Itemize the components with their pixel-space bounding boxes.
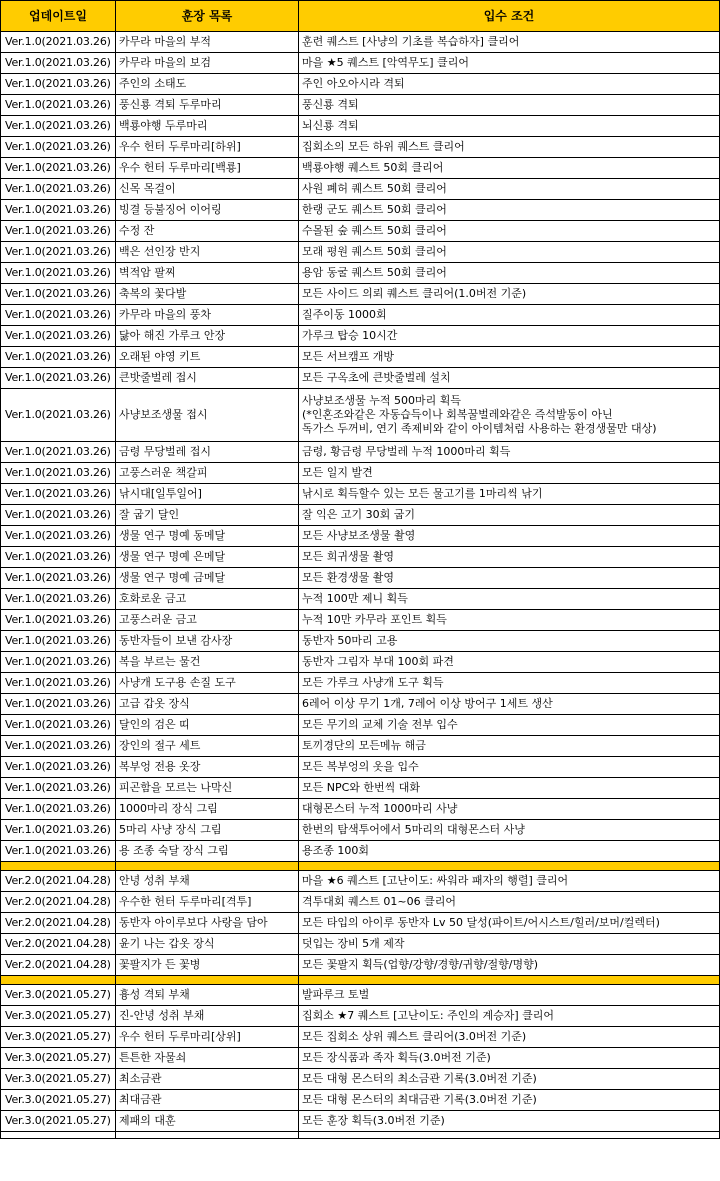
condition-cell: 동반자 그림자 부대 100회 파견 — [299, 652, 720, 673]
condition-cell: 대형몬스터 누적 1000마리 사냥 — [299, 799, 720, 820]
medal-name-cell: 튼튼한 자물쇠 — [116, 1048, 299, 1069]
medal-name-cell: 생물 연구 명예 은메달 — [116, 547, 299, 568]
update-date-cell: Ver.1.0(2021.03.26) — [1, 631, 116, 652]
medal-name-cell: 사냥개 도구용 손질 도구 — [116, 673, 299, 694]
medal-name-cell: 백룡야행 두루마리 — [116, 116, 299, 137]
condition-cell: 용조종 100회 — [299, 841, 720, 862]
update-date-cell: Ver.1.0(2021.03.26) — [1, 652, 116, 673]
update-date-cell: Ver.1.0(2021.03.26) — [1, 305, 116, 326]
condition-cell: 마을 ★6 퀘스트 [고난이도: 싸워라 패자의 행렬] 클리어 — [299, 871, 720, 892]
condition-cell: 모든 일지 발견 — [299, 463, 720, 484]
table-row — [1, 1111, 720, 1132]
medal-name-cell: 카무라 마을의 풍차 — [116, 305, 299, 326]
table-row — [1, 652, 720, 673]
condition-line: 독가스 두꺼비, 연기 족제비와 같이 아이템처럼 사용하는 환경생물만 대상) — [302, 422, 657, 435]
medal-name-cell: 고풍스러운 금고 — [116, 610, 299, 631]
update-date-cell: Ver.1.0(2021.03.26) — [1, 53, 116, 74]
update-date-cell: Ver.3.0(2021.05.27) — [1, 1048, 116, 1069]
update-date-cell: Ver.1.0(2021.03.26) — [1, 547, 116, 568]
medal-name-cell: 피곤함을 모르는 나막신 — [116, 778, 299, 799]
medal-name-cell: 카무라 마을의 부적 — [116, 32, 299, 53]
medal-name-cell: 우수 헌터 두루마리[백룡] — [116, 158, 299, 179]
medal-name-cell: 신목 목걸이 — [116, 179, 299, 200]
update-date-cell: Ver.1.0(2021.03.26) — [1, 694, 116, 715]
medal-name-cell: 호화로운 금고 — [116, 589, 299, 610]
condition-cell: 모든 무기의 교체 기술 전부 입수 — [299, 715, 720, 736]
table-row — [1, 715, 720, 736]
table-row — [1, 389, 720, 442]
update-date-cell: Ver.1.0(2021.03.26) — [1, 221, 116, 242]
medal-name-cell: 오래된 야영 키트 — [116, 347, 299, 368]
medal-name-cell: 카무라 마을의 보검 — [116, 53, 299, 74]
table-row — [1, 673, 720, 694]
condition-cell: 모든 꽃팔지 획득(업향/강향/경향/귀향/절향/명향) — [299, 955, 720, 976]
medal-name-cell: 큰밧줄벌레 접시 — [116, 368, 299, 389]
condition-cell: 금령, 황금령 무당벌레 누적 1000마리 획득 — [299, 442, 720, 463]
separator-cell — [1, 1132, 116, 1139]
table-row — [1, 871, 720, 892]
table-row — [1, 568, 720, 589]
medal-name-cell: 우수 헌터 두루마리[상위] — [116, 1027, 299, 1048]
medal-name-cell: 수정 잔 — [116, 221, 299, 242]
table-row — [1, 631, 720, 652]
medal-name-cell: 우수한 헌터 두루마리[격투] — [116, 892, 299, 913]
condition-cell: 모든 집회소 상위 퀘스트 클리어(3.0버전 기준) — [299, 1027, 720, 1048]
condition-cell: 사원 폐허 퀘스트 50회 클리어 — [299, 179, 720, 200]
condition-cell: 모든 구옥초에 큰밧줄벌레 설치 — [299, 368, 720, 389]
update-date-cell: Ver.1.0(2021.03.26) — [1, 95, 116, 116]
condition-line: (*인혼조와같은 자동습득이나 회복꿀벌레와같은 즉석발동이 아닌 — [302, 408, 613, 421]
table-row — [1, 694, 720, 715]
separator-cell — [1, 976, 116, 985]
condition-cell: 수몰된 숲 퀘스트 50회 클리어 — [299, 221, 720, 242]
medal-name-cell: 잘 굽기 달인 — [116, 505, 299, 526]
medal-name-cell: 사냥보조생물 접시 — [116, 389, 299, 442]
condition-cell: 누적 10만 카무라 포인트 획득 — [299, 610, 720, 631]
table-row — [1, 242, 720, 263]
update-date-cell: Ver.1.0(2021.03.26) — [1, 820, 116, 841]
update-date-cell: Ver.2.0(2021.04.28) — [1, 955, 116, 976]
header-update-date: 업데이트일 — [1, 1, 116, 32]
condition-cell: 모든 희귀생물 촬영 — [299, 547, 720, 568]
separator-cell — [116, 1132, 299, 1139]
table-row — [1, 284, 720, 305]
table-row — [1, 955, 720, 976]
update-date-cell: Ver.1.0(2021.03.26) — [1, 179, 116, 200]
update-date-cell: Ver.1.0(2021.03.26) — [1, 505, 116, 526]
update-date-cell: Ver.1.0(2021.03.26) — [1, 463, 116, 484]
medal-name-cell: 축복의 꽃다발 — [116, 284, 299, 305]
condition-cell: 집회소의 모든 하위 퀘스트 클리어 — [299, 137, 720, 158]
condition-cell: 모든 타입의 아이루 동반자 Lv 50 달성(파이트/어시스트/힐러/보머/컬렉터) — [299, 913, 720, 934]
medal-name-cell: 진-안녕 성취 부채 — [116, 1006, 299, 1027]
medal-name-cell: 고풍스러운 책갈피 — [116, 463, 299, 484]
table-row — [1, 736, 720, 757]
condition-cell: 모든 사냥보조생물 촬영 — [299, 526, 720, 547]
update-date-cell: Ver.1.0(2021.03.26) — [1, 32, 116, 53]
condition-cell — [299, 389, 720, 442]
medal-name-cell: 닳아 해진 가루크 안장 — [116, 326, 299, 347]
update-date-cell: Ver.1.0(2021.03.26) — [1, 263, 116, 284]
table-row — [1, 799, 720, 820]
medal-name-cell: 안녕 성취 부채 — [116, 871, 299, 892]
update-date-cell: Ver.3.0(2021.05.27) — [1, 1069, 116, 1090]
medal-name-cell: 풍신룡 격퇴 두루마리 — [116, 95, 299, 116]
condition-cell: 모든 가루크 사냥개 도구 획득 — [299, 673, 720, 694]
table-row — [1, 305, 720, 326]
condition-cell: 모든 장식품과 족자 획득(3.0버전 기준) — [299, 1048, 720, 1069]
table-row — [1, 53, 720, 74]
condition-cell: 집회소 ★7 퀘스트 [고난이도: 주인의 계승자] 클리어 — [299, 1006, 720, 1027]
update-date-cell: Ver.1.0(2021.03.26) — [1, 589, 116, 610]
table-row — [1, 484, 720, 505]
update-date-cell: Ver.1.0(2021.03.26) — [1, 137, 116, 158]
table-row — [1, 1006, 720, 1027]
condition-cell: 누적 100만 제니 획득 — [299, 589, 720, 610]
table-row — [1, 137, 720, 158]
update-date-cell: Ver.1.0(2021.03.26) — [1, 389, 116, 442]
table-row — [1, 1069, 720, 1090]
medal-name-cell: 흉성 격퇴 부채 — [116, 985, 299, 1006]
condition-cell: 질주이동 1000회 — [299, 305, 720, 326]
condition-cell: 백룡야행 퀘스트 50회 클리어 — [299, 158, 720, 179]
update-date-cell: Ver.1.0(2021.03.26) — [1, 116, 116, 137]
update-date-cell: Ver.1.0(2021.03.26) — [1, 484, 116, 505]
table-row — [1, 200, 720, 221]
separator-cell — [1, 862, 116, 871]
table-row — [1, 1090, 720, 1111]
condition-cell: 모든 NPC와 한번씩 대화 — [299, 778, 720, 799]
table-row — [1, 1048, 720, 1069]
medal-name-cell: 1000마리 장식 그림 — [116, 799, 299, 820]
condition-cell: 발파루크 토벌 — [299, 985, 720, 1006]
medal-name-cell: 윤기 나는 갑옷 장식 — [116, 934, 299, 955]
medal-name-cell: 생물 연구 명예 금메달 — [116, 568, 299, 589]
separator-cell — [299, 862, 720, 871]
condition-cell: 풍신룡 격퇴 — [299, 95, 720, 116]
medal-name-cell: 금령 무당벌레 접시 — [116, 442, 299, 463]
table-row — [1, 934, 720, 955]
table-row — [1, 1027, 720, 1048]
header-acquire-condition: 입수 조건 — [299, 1, 720, 32]
update-date-cell: Ver.3.0(2021.05.27) — [1, 1006, 116, 1027]
table-row — [1, 32, 720, 53]
header-medal-list: 훈장 목록 — [116, 1, 299, 32]
medal-name-cell: 달인의 검은 띠 — [116, 715, 299, 736]
medal-name-cell: 최대금관 — [116, 1090, 299, 1111]
table-row — [1, 589, 720, 610]
table-row — [1, 505, 720, 526]
table-body — [1, 32, 720, 1139]
table-end-row — [1, 1132, 720, 1139]
medal-name-cell: 주인의 소태도 — [116, 74, 299, 95]
medal-name-cell: 최소금관 — [116, 1069, 299, 1090]
update-date-cell: Ver.1.0(2021.03.26) — [1, 757, 116, 778]
medal-name-cell: 백은 선인장 반지 — [116, 242, 299, 263]
update-date-cell: Ver.1.0(2021.03.26) — [1, 736, 116, 757]
condition-cell: 마을 ★5 퀘스트 [악역무도] 클리어 — [299, 53, 720, 74]
table-row — [1, 158, 720, 179]
condition-cell: 모든 훈장 획득(3.0버전 기준) — [299, 1111, 720, 1132]
medal-name-cell: 빙결 등불징어 이어링 — [116, 200, 299, 221]
update-date-cell: Ver.2.0(2021.04.28) — [1, 934, 116, 955]
condition-cell: 가루크 탑승 10시간 — [299, 326, 720, 347]
update-date-cell: Ver.1.0(2021.03.26) — [1, 368, 116, 389]
separator-cell — [299, 976, 720, 985]
update-date-cell: Ver.2.0(2021.04.28) — [1, 871, 116, 892]
medal-name-cell: 벽적암 팔찌 — [116, 263, 299, 284]
medal-name-cell: 우수 헌터 두루마리[하위] — [116, 137, 299, 158]
update-date-cell: Ver.1.0(2021.03.26) — [1, 568, 116, 589]
table-row — [1, 610, 720, 631]
update-date-cell: Ver.1.0(2021.03.26) — [1, 347, 116, 368]
table-row — [1, 368, 720, 389]
condition-cell: 모든 대형 몬스터의 최대금관 기록(3.0버전 기준) — [299, 1090, 720, 1111]
update-date-cell: Ver.2.0(2021.04.28) — [1, 892, 116, 913]
table-row — [1, 95, 720, 116]
condition-cell: 모든 사이드 의뢰 퀘스트 클리어(1.0버전 기준) — [299, 284, 720, 305]
table-row — [1, 892, 720, 913]
condition-cell: 한랭 군도 퀘스트 50회 클리어 — [299, 200, 720, 221]
condition-cell: 모든 환경생물 촬영 — [299, 568, 720, 589]
condition-cell: 용암 동굴 퀘스트 50회 클리어 — [299, 263, 720, 284]
condition-cell: 6레어 이상 무기 1개, 7레어 이상 방어구 1세트 생산 — [299, 694, 720, 715]
condition-line: 사냥보조생물 누적 500마리 획득 — [302, 394, 461, 407]
condition-cell: 훈련 퀘스트 [사냥의 기초를 복습하자] 클리어 — [299, 32, 720, 53]
table-row — [1, 841, 720, 862]
table-row — [1, 985, 720, 1006]
table-header-row — [1, 1, 720, 32]
medal-name-cell: 동반자 아이루보다 사랑을 담아 — [116, 913, 299, 934]
medal-name-cell: 꽃팔지가 든 꽃병 — [116, 955, 299, 976]
update-date-cell: Ver.3.0(2021.05.27) — [1, 985, 116, 1006]
table-row — [1, 263, 720, 284]
condition-cell: 잘 익은 고기 30회 굽기 — [299, 505, 720, 526]
table-row — [1, 820, 720, 841]
update-date-cell: Ver.1.0(2021.03.26) — [1, 841, 116, 862]
condition-cell: 모든 복부엉의 옷을 입수 — [299, 757, 720, 778]
version-separator-row — [1, 976, 720, 985]
update-date-cell: Ver.1.0(2021.03.26) — [1, 284, 116, 305]
condition-cell: 격투대회 퀘스트 01~06 클리어 — [299, 892, 720, 913]
condition-cell: 모든 서브캠프 개방 — [299, 347, 720, 368]
medal-name-cell: 낚시대[일투일어] — [116, 484, 299, 505]
update-date-cell: Ver.1.0(2021.03.26) — [1, 778, 116, 799]
update-date-cell: Ver.1.0(2021.03.26) — [1, 326, 116, 347]
table-row — [1, 74, 720, 95]
table-row — [1, 442, 720, 463]
medal-name-cell: 제패의 대훈 — [116, 1111, 299, 1132]
update-date-cell: Ver.1.0(2021.03.26) — [1, 610, 116, 631]
condition-cell: 동반자 50마리 고용 — [299, 631, 720, 652]
table-row — [1, 547, 720, 568]
separator-cell — [116, 976, 299, 985]
condition-cell: 한번의 탐색투어에서 5마리의 대형몬스터 사냥 — [299, 820, 720, 841]
update-date-cell: Ver.1.0(2021.03.26) — [1, 673, 116, 694]
update-date-cell: Ver.1.0(2021.03.26) — [1, 799, 116, 820]
condition-cell: 뇌신룡 격퇴 — [299, 116, 720, 137]
table-row — [1, 221, 720, 242]
condition-cell: 낚시로 획득할수 있는 모든 물고기를 1마리씩 낚기 — [299, 484, 720, 505]
condition-cell: 주인 아오아시라 격퇴 — [299, 74, 720, 95]
medal-name-cell: 고급 갑옷 장식 — [116, 694, 299, 715]
table-row — [1, 526, 720, 547]
table-row — [1, 778, 720, 799]
update-date-cell: Ver.3.0(2021.05.27) — [1, 1027, 116, 1048]
update-date-cell: Ver.3.0(2021.05.27) — [1, 1090, 116, 1111]
update-date-cell: Ver.1.0(2021.03.26) — [1, 200, 116, 221]
medal-name-cell: 장인의 절구 세트 — [116, 736, 299, 757]
table-row — [1, 347, 720, 368]
update-date-cell: Ver.1.0(2021.03.26) — [1, 442, 116, 463]
table-row — [1, 913, 720, 934]
medal-name-cell: 동반자들이 보낸 감사장 — [116, 631, 299, 652]
table-row — [1, 757, 720, 778]
table-row — [1, 326, 720, 347]
condition-cell: 모래 평원 퀘스트 50회 클리어 — [299, 242, 720, 263]
medal-name-cell: 용 조종 숙달 장식 그림 — [116, 841, 299, 862]
update-date-cell: Ver.2.0(2021.04.28) — [1, 913, 116, 934]
medal-name-cell: 5마리 사냥 장식 그림 — [116, 820, 299, 841]
table-row — [1, 179, 720, 200]
update-date-cell: Ver.1.0(2021.03.26) — [1, 242, 116, 263]
table-row — [1, 116, 720, 137]
update-date-cell: Ver.1.0(2021.03.26) — [1, 715, 116, 736]
separator-cell — [116, 862, 299, 871]
condition-cell: 토끼경단의 모든메뉴 해금 — [299, 736, 720, 757]
medal-name-cell: 복부엉 전용 옷장 — [116, 757, 299, 778]
update-date-cell: Ver.1.0(2021.03.26) — [1, 526, 116, 547]
update-date-cell: Ver.3.0(2021.05.27) — [1, 1111, 116, 1132]
table-row — [1, 463, 720, 484]
version-separator-row — [1, 862, 720, 871]
condition-cell: 모든 대형 몬스터의 최소금관 기록(3.0버전 기준) — [299, 1069, 720, 1090]
update-date-cell: Ver.1.0(2021.03.26) — [1, 74, 116, 95]
separator-cell — [299, 1132, 720, 1139]
medal-name-cell: 복을 부르는 물건 — [116, 652, 299, 673]
condition-cell: 덧입는 장비 5개 제작 — [299, 934, 720, 955]
medal-name-cell: 생물 연구 명예 동메달 — [116, 526, 299, 547]
update-date-cell: Ver.1.0(2021.03.26) — [1, 158, 116, 179]
